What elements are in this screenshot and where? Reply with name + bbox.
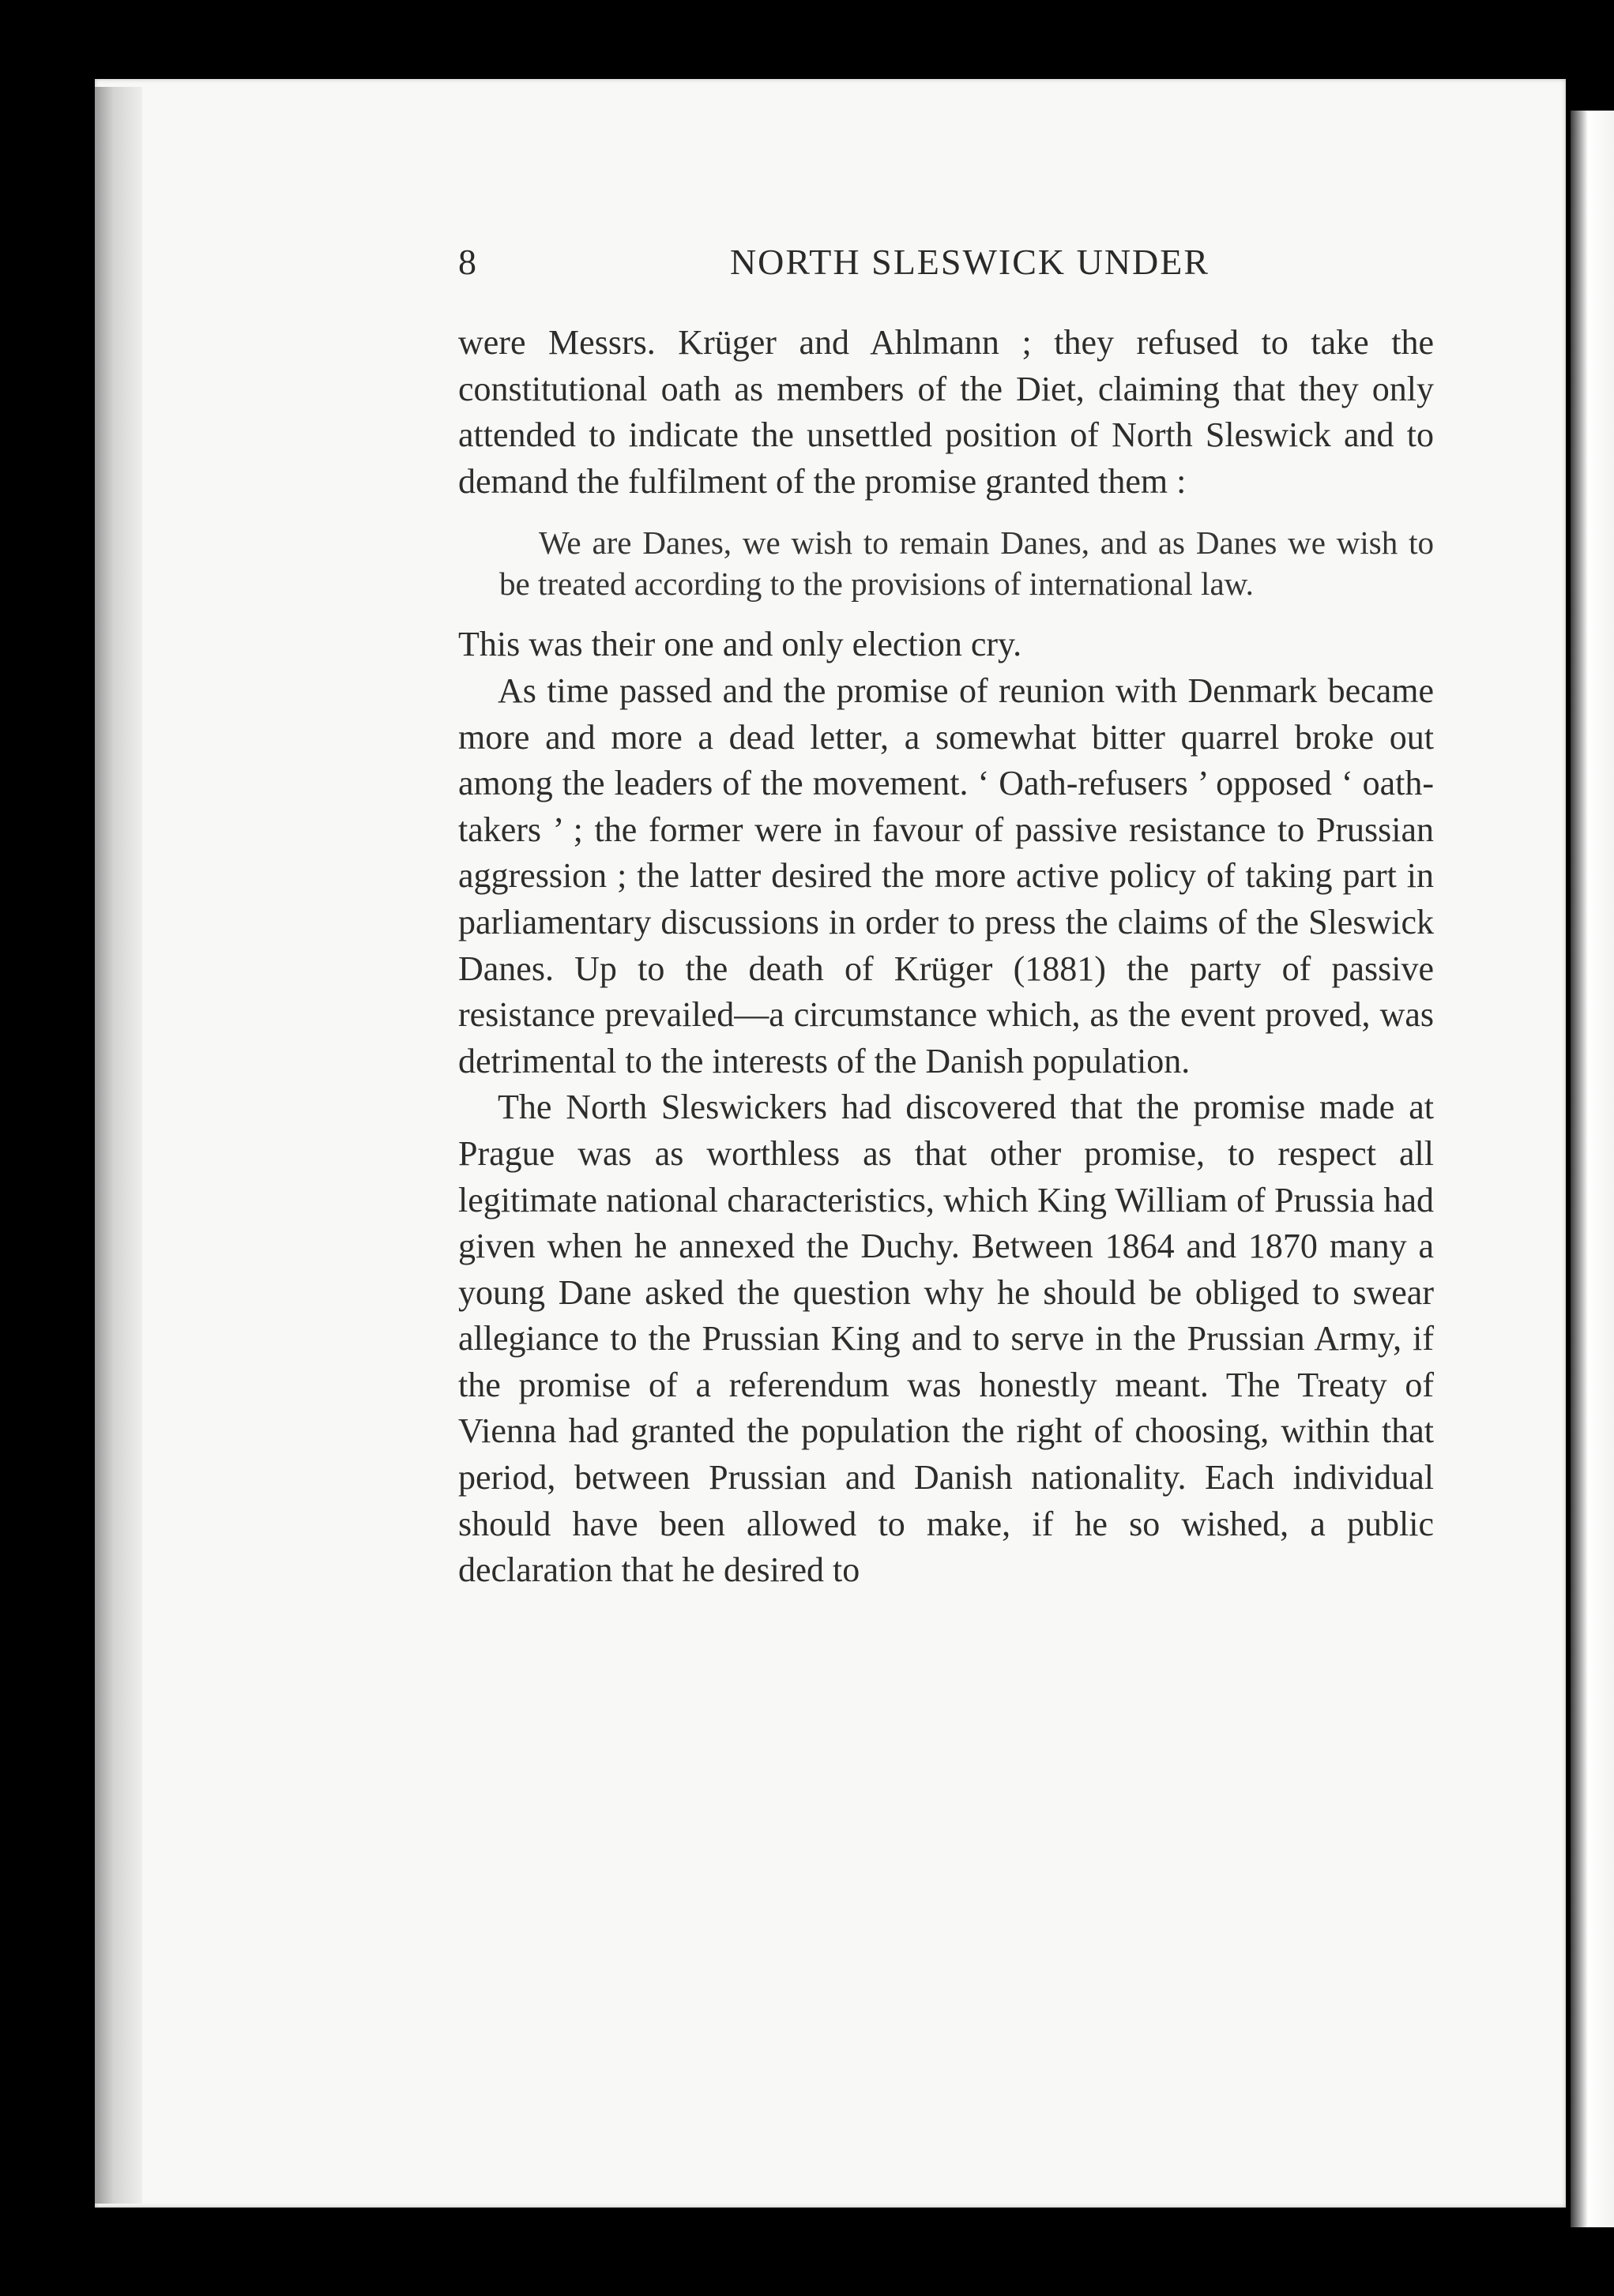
paragraph-quarrel: As time passed and the promise of reunion with Denmark became more and more a dead letter, a somewhat bitter quarrel broke out among the leaders of the movement. ‘ Oath-refusers ’ opposed ‘ oath-takers ’ ; the former were in favour of passive resistance to Prussian aggression ; the latter desired the more active policy of taking part in parliamentary discussions in order to press the claims of the Sleswick Danes. Up to the death of Krüger (1881) the party of passive resistance prevailed—a circumstance which, as the event proved, was detrimental to the interests of the Danish population. <box>458 671 1434 1080</box>
running-title: NORTH SLESWICK UNDER <box>729 242 1210 282</box>
paragraph-prague-promise: The North Sleswickers had discovered that the promise made at Prague was as worthless as that other promise, to respect all legitimate national characteristics, which King William of Prussia had given when he annexed the Duchy. Between 1864 and 1870 many a young Dane asked the question why he should be obliged to swear allegiance to the Prussian King and to serve in the Prussian Army, if the promise of a referendum was honestly meant. The Treaty of Vienna had granted the population the right of choosing, within that period, between Prussian and Danish nationality. Each individual should have been allowed to make, if he so wished, a public declaration that he desired to <box>458 1088 1434 1590</box>
facing-page-edge <box>1571 111 1614 2227</box>
page-number: 8 <box>458 242 478 282</box>
body-text <box>458 320 1434 1594</box>
book-gutter <box>95 87 142 2204</box>
paragraph-election-cry: This was their one and only election cry. <box>458 625 1022 664</box>
running-head <box>458 241 1434 288</box>
paragraph-continued: were Messrs. Krüger and Ahlmann ; they refused to take the constitutional oath as members of the Diet, claiming that they only attended to indicate the unsettled position of North Sleswick and to demand the fulfilment of the promise granted them : <box>458 323 1434 501</box>
block-quote: We are Danes, we wish to remain Danes, and as Danes we wish to be treated according to the provisions of international law. <box>499 524 1434 603</box>
